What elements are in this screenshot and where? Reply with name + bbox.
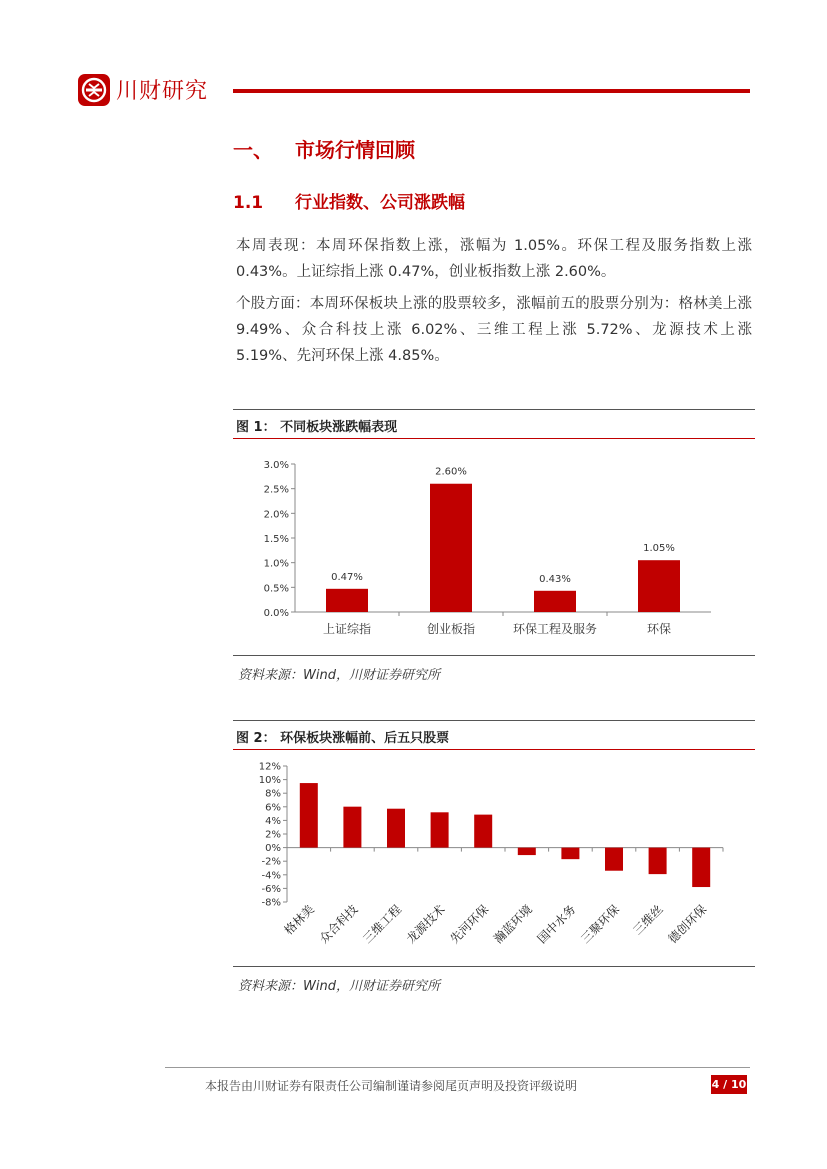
y-tick-label: 12% — [258, 761, 281, 773]
figure1-title: 图 1： 不同板块涨跌幅表现 — [236, 420, 398, 435]
bar — [692, 848, 710, 887]
figure2-source: 资料来源：Wind，川财证券研究所 — [238, 979, 440, 994]
x-tick-label: 上证综指 — [322, 622, 372, 636]
y-tick-label: 1.0% — [263, 558, 289, 570]
data-label: 1.05% — [643, 543, 675, 555]
figure1-chart — [233, 440, 755, 655]
bar — [430, 484, 472, 612]
subsection-heading — [233, 188, 465, 213]
footer-rule — [165, 1067, 750, 1068]
x-tick-label: 德创环保 — [665, 902, 710, 947]
bar — [300, 783, 318, 848]
x-tick-label: 环保 — [646, 622, 672, 636]
x-tick-label: 龙源技术 — [403, 902, 448, 947]
y-tick-label: 8% — [265, 788, 281, 800]
bar — [561, 848, 579, 860]
section-number: 一、 — [233, 138, 273, 162]
paragraph-stocks: 个股方面：本周环保板块上涨的股票较多，涨幅前五的股票分别为：格林美上涨 9.49%、众合科技上涨 6.02%、三维工程上涨 5.72%、龙源技术上涨 5.19%、先河环保上涨 4.85%。 — [236, 296, 752, 364]
y-tick-label: 3.0% — [263, 460, 289, 471]
figure1-source: 资料来源：Wind，川财证券研究所 — [238, 668, 440, 683]
x-tick-label: 三聚环保 — [578, 902, 623, 947]
figure1-bottom-rule — [233, 655, 755, 656]
y-tick-label: 10% — [258, 775, 281, 787]
figure1-top-rule — [233, 409, 755, 410]
y-tick-label: 0.5% — [263, 583, 289, 595]
bar — [387, 809, 405, 848]
bar — [605, 848, 623, 871]
y-tick-label: 2.5% — [263, 484, 289, 496]
section-title: 市场行情回顾 — [295, 138, 415, 162]
data-label: 0.43% — [539, 573, 571, 585]
paragraph-weekly-performance: 本周表现：本周环保指数上涨，涨幅为 1.05%。环保工程及服务指数上涨 0.43%。上证综指上涨 0.47%，创业板指数上涨 2.60%。 — [236, 238, 752, 280]
brand-name: 川财研究 — [116, 79, 209, 104]
x-tick-label: 三维工程 — [360, 902, 405, 947]
x-tick-label: 格林美 — [281, 902, 317, 938]
x-tick-label: 国中水务 — [534, 902, 579, 947]
data-label: 2.60% — [435, 466, 467, 478]
y-tick-label: 2.0% — [263, 509, 289, 521]
y-tick-label: 0.0% — [263, 608, 289, 619]
bar — [326, 589, 368, 612]
y-tick-label: 2% — [265, 829, 281, 841]
bar — [518, 848, 536, 855]
figure1-title-rule — [233, 438, 755, 439]
data-label: 0.47% — [331, 571, 363, 583]
y-tick-label: 1.5% — [263, 534, 289, 545]
figure2-chart — [233, 751, 755, 966]
subsection-title: 行业指数、公司涨跌幅 — [295, 193, 465, 213]
y-tick-label: 6% — [265, 802, 281, 814]
y-tick-label: -6% — [261, 883, 281, 895]
x-tick-label: 先河环保 — [447, 902, 492, 947]
figure2-title-rule — [233, 749, 755, 750]
figure2-title: 图 2： 环保板块涨幅前、后五只股票 — [236, 731, 450, 746]
y-tick-label: -4% — [261, 870, 281, 882]
y-tick-label: 0% — [265, 843, 281, 855]
header-rule — [233, 89, 750, 93]
x-tick-label: 三维丝 — [630, 902, 666, 938]
bar — [343, 807, 361, 848]
logo-icon — [78, 74, 110, 106]
x-tick-label: 创业板指 — [426, 622, 476, 636]
x-tick-label: 环保工程及服务 — [512, 622, 598, 636]
y-tick-label: 4% — [265, 815, 281, 827]
bar — [431, 812, 449, 847]
bar — [474, 815, 492, 848]
section-heading — [233, 134, 415, 163]
bar — [649, 848, 667, 875]
figure2-bottom-rule — [233, 966, 755, 967]
bar — [534, 591, 576, 612]
bar — [638, 560, 680, 612]
x-tick-label: 瀚蓝环境 — [491, 902, 535, 947]
figure2-top-rule — [233, 720, 755, 721]
subsection-number: 1.1 — [233, 193, 264, 213]
y-tick-label: -2% — [261, 856, 281, 868]
x-tick-label: 众合科技 — [316, 902, 361, 947]
footer-disclaimer: 本报告由川财证券有限责任公司编制谨请参阅尾页声明及投资评级说明 — [205, 1079, 578, 1093]
y-tick-label: -8% — [261, 897, 281, 909]
page-number: 4 / 10 — [711, 1075, 747, 1094]
